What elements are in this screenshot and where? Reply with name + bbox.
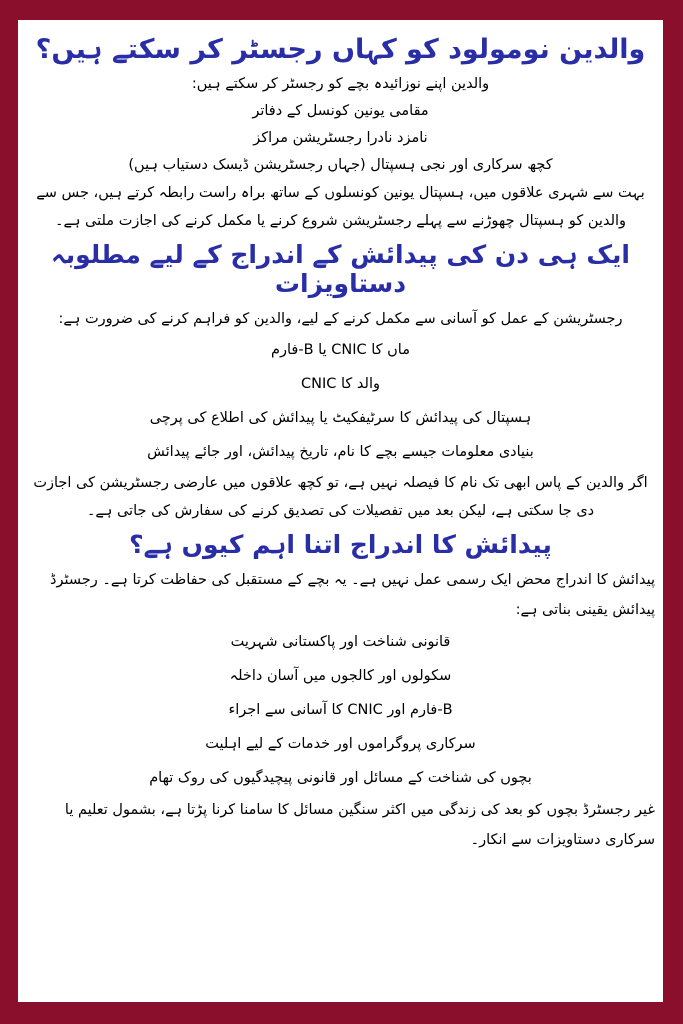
document-page: [18, 20, 663, 1002]
place-item: مقامی یونین کونسل کے دفاتر: [252, 103, 429, 120]
section3-closing: غیر رجسٹرڈ بچوں کو بعد کی زندگی میں اکثر سنگین مسائل کا سامنا کرنا پڑتا ہے، بشمول تعلیم یا سرکاری دستاویزات سے انکار۔: [64, 802, 655, 849]
document-item: ماں کا CNIC یا B-فارم: [271, 341, 410, 358]
section3-intro: پیدائش کا اندراج محض ایک رسمی عمل نہیں ہے۔ یہ بچے کے مستقبل کی حفاظت کرتا ہے۔ رجسٹرڈ پیدائش یقینی بناتی ہے:: [50, 572, 655, 619]
document-item: بنیادی معلومات جیسے بچے کا نام، تاریخ پیدائش، اور جائے پیدائش: [147, 443, 534, 460]
section1-paragraph: بہت سے شہری علاقوں میں، ہسپتال یونین کونسلوں کے ساتھ براہ راست رابطہ کرتے ہیں، جس سے والدین کو ہسپتال چھوڑنے سے پہلے رجسٹریشن شروع کرنے یا مکمل کرنے کی اجازت ملتی ہے۔: [36, 185, 645, 230]
place-item: نامزد نادرا رجسٹریشن مراکز: [253, 130, 428, 147]
importance-heading: پیدائش کا اندراج اتنا اہم کیوں ہے؟: [129, 529, 552, 559]
document-item: ہسپتال کی پیدائش کا سرٹیفکیٹ یا پیدائش کی اطلاع کی پرچی: [149, 409, 532, 426]
section1-intro: والدین اپنے نوزائیدہ بچے کو رجسٹر کر سکتے ہیں:: [191, 76, 490, 93]
benefit-item: بچوں کی شناخت کے مسائل اور قانونی پیچیدگیوں کی روک تھام: [149, 770, 532, 787]
document-item: والد کا CNIC: [301, 375, 380, 392]
benefit-item: سرکاری پروگراموں اور خدمات کے لیے اہلیت: [205, 736, 476, 753]
section2-intro: رجسٹریشن کے عمل کو آسانی سے مکمل کرنے کے لیے، والدین کو فراہم کرنے کی ضرورت ہے:: [58, 310, 623, 327]
benefit-item: قانونی شناخت اور پاکستانی شہریت: [230, 634, 451, 651]
documents-heading: ایک ہی دن کی پیدائش کے اندراج کے لیے مطلوبہ دستاویزات: [51, 240, 630, 298]
place-item: کچھ سرکاری اور نجی ہسپتال (جہاں رجسٹریشن ڈیسک دستیاب ہیں): [128, 157, 553, 174]
benefit-item: سکولوں اور کالجوں میں آسان داخلہ: [229, 668, 452, 685]
page-title: والدین نومولود کو کہاں رجسٹر کر سکتے ہیں؟: [35, 34, 646, 65]
benefit-item: B-فارم اور CNIC کا آسانی سے اجراء: [228, 702, 453, 719]
section2-note: اگر والدین کے پاس ابھی تک نام کا فیصلہ نہیں ہے، تو کچھ علاقوں میں عارضی رجسٹریشن کی اجازت دی جا سکتی ہے، لیکن بعد میں تفصیلات کی تصدیق کرنے کی سفارش کی جاتی ہے۔: [33, 474, 648, 519]
